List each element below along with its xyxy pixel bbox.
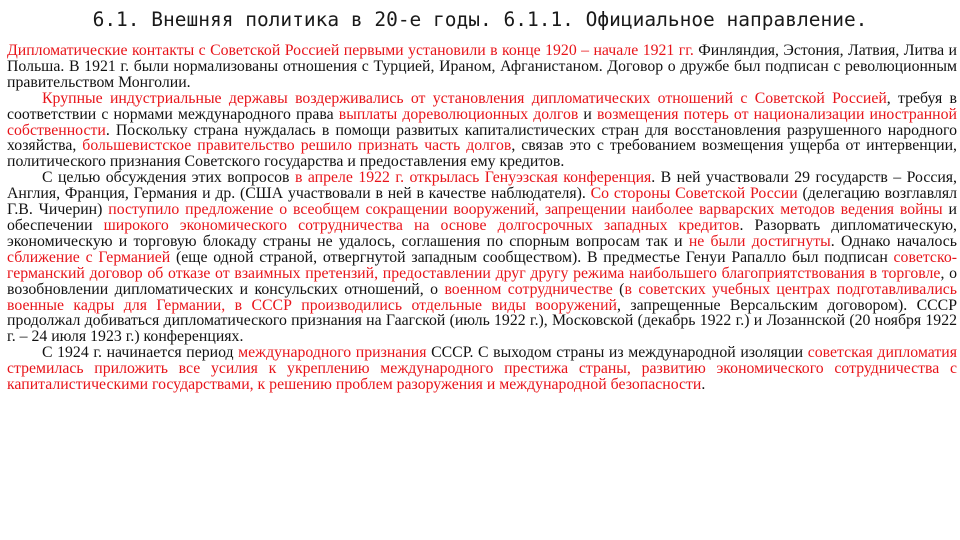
highlighted-text: поступило предложение о всеобщем сокращении вооружений, запрещении наиболее варварских методов ведения войны (108, 201, 943, 219)
paragraph (7, 170, 957, 345)
highlighted-text: широкого экономического сотрудничества на основе долгосрочных западных кредитов (103, 216, 740, 234)
text-run: С целью обсуждения этих вопросов (42, 169, 295, 187)
highlighted-text: в советских учебных центрах подготавливались военные кадры для Германии, в СССР производились отдельные виды вооружений (7, 280, 957, 314)
text-run: и обеспечении (7, 201, 957, 234)
highlighted-text: не были достигнуты (688, 232, 831, 250)
text-run: и (578, 105, 597, 123)
text-run: , связав это с требованием возмещения ущерба от интервенции, политического признания Советского государства и предоставления ему кредитов. (7, 137, 958, 171)
highlighted-text: военном сотрудничестве (444, 280, 613, 298)
highlighted-text: Крупные индустриальные державы воздерживались от установления дипломатических отношений с Советской Россией (42, 89, 887, 107)
text-run: , требуя в соответствии с нормами международного права (7, 89, 957, 123)
highlighted-text: в апреле 1922 г. открылась Генуэзская конференция (294, 169, 652, 187)
text-run: , о возобновлении дипломатических и консульских отношений, о (7, 264, 958, 298)
highlighted-text: сближение с Германией (7, 248, 171, 266)
paragraph (7, 91, 957, 171)
text-run: . Разорвать дипломатическую, экономическую и торговую блокаду страны не удалось, соглашения по спорным вопросам так и (7, 216, 957, 250)
text-run: СССР. С выходом страны из международной изоляции (426, 344, 808, 362)
text-run: ( (612, 280, 625, 298)
text-run: . Однако началось (830, 232, 958, 250)
highlighted-text: советская дипломатия стремилась приложить все усилия к укреплению международного престижа страны, развитию экономического сотрудничества с капиталистическими государствами, к решению проблем разоружения и международной безопасности (7, 344, 957, 394)
highlighted-text: Дипломатические контакты с Советской Россией первыми установили в конце 1920 – начале 1921 гг. (7, 42, 694, 59)
slide-title: 6.1. Внешняя политика в 20-е годы. 6.1.1. Официальное направление. (92, 8, 868, 31)
text-run: С 1924 г. начинается период (42, 344, 239, 362)
highlighted-text: возмещения потерь от национализации иностранной собственности (7, 105, 957, 139)
paragraph (7, 345, 957, 393)
highlighted-text: большевистское правительство решило признать часть долгов (82, 137, 512, 155)
text-run: (еще одной страной, отвергнутой западным сообществом). В предместье Генуи Рапалло был подписан (170, 248, 894, 266)
highlighted-text: Со стороны Советской России (590, 185, 798, 203)
text-run: . В ней участвовали 29 государств – Россия, Англия, Франция, Германия и др. (США участвовали в ней в качестве наблюдателя). (7, 169, 958, 203)
text-run: . Поскольку страна нуждалась в помощи развитых капиталистических стран для восстановления разрушенного народного хозяйства, (7, 121, 957, 155)
paragraph (7, 43, 957, 91)
highlighted-text: советско-германский договор об отказе от взаимных претензий, предоставлении друг другу режима наибольшего благоприятствования в торговле (7, 248, 957, 282)
text-run: (делегацию возглавлял Г.В. Чичерин) (7, 185, 957, 219)
text-run: , запрещенные Версальским договором). СССР продолжал добиваться дипломатического признания на Гаагской (июль 1922 г.), Московской (декабрь 1922 г.) и Лозаннской (20 ноября 1922 г. – 24 июля 1923 г.) конференциях. (7, 296, 957, 346)
highlighted-text: международного признания (238, 344, 427, 362)
body-text (7, 43, 957, 393)
highlighted-text: выплаты дореволюционных долгов (338, 105, 579, 123)
text-run: Финляндия, Эстония, Латвия, Литва и Польша. В 1921 г. были нормализованы отношения с Турцией, Ираном, Афганистаном. Договор о дружбе был подписан с революционным правительством Монголии. (7, 42, 958, 91)
text-run: . (701, 376, 706, 394)
